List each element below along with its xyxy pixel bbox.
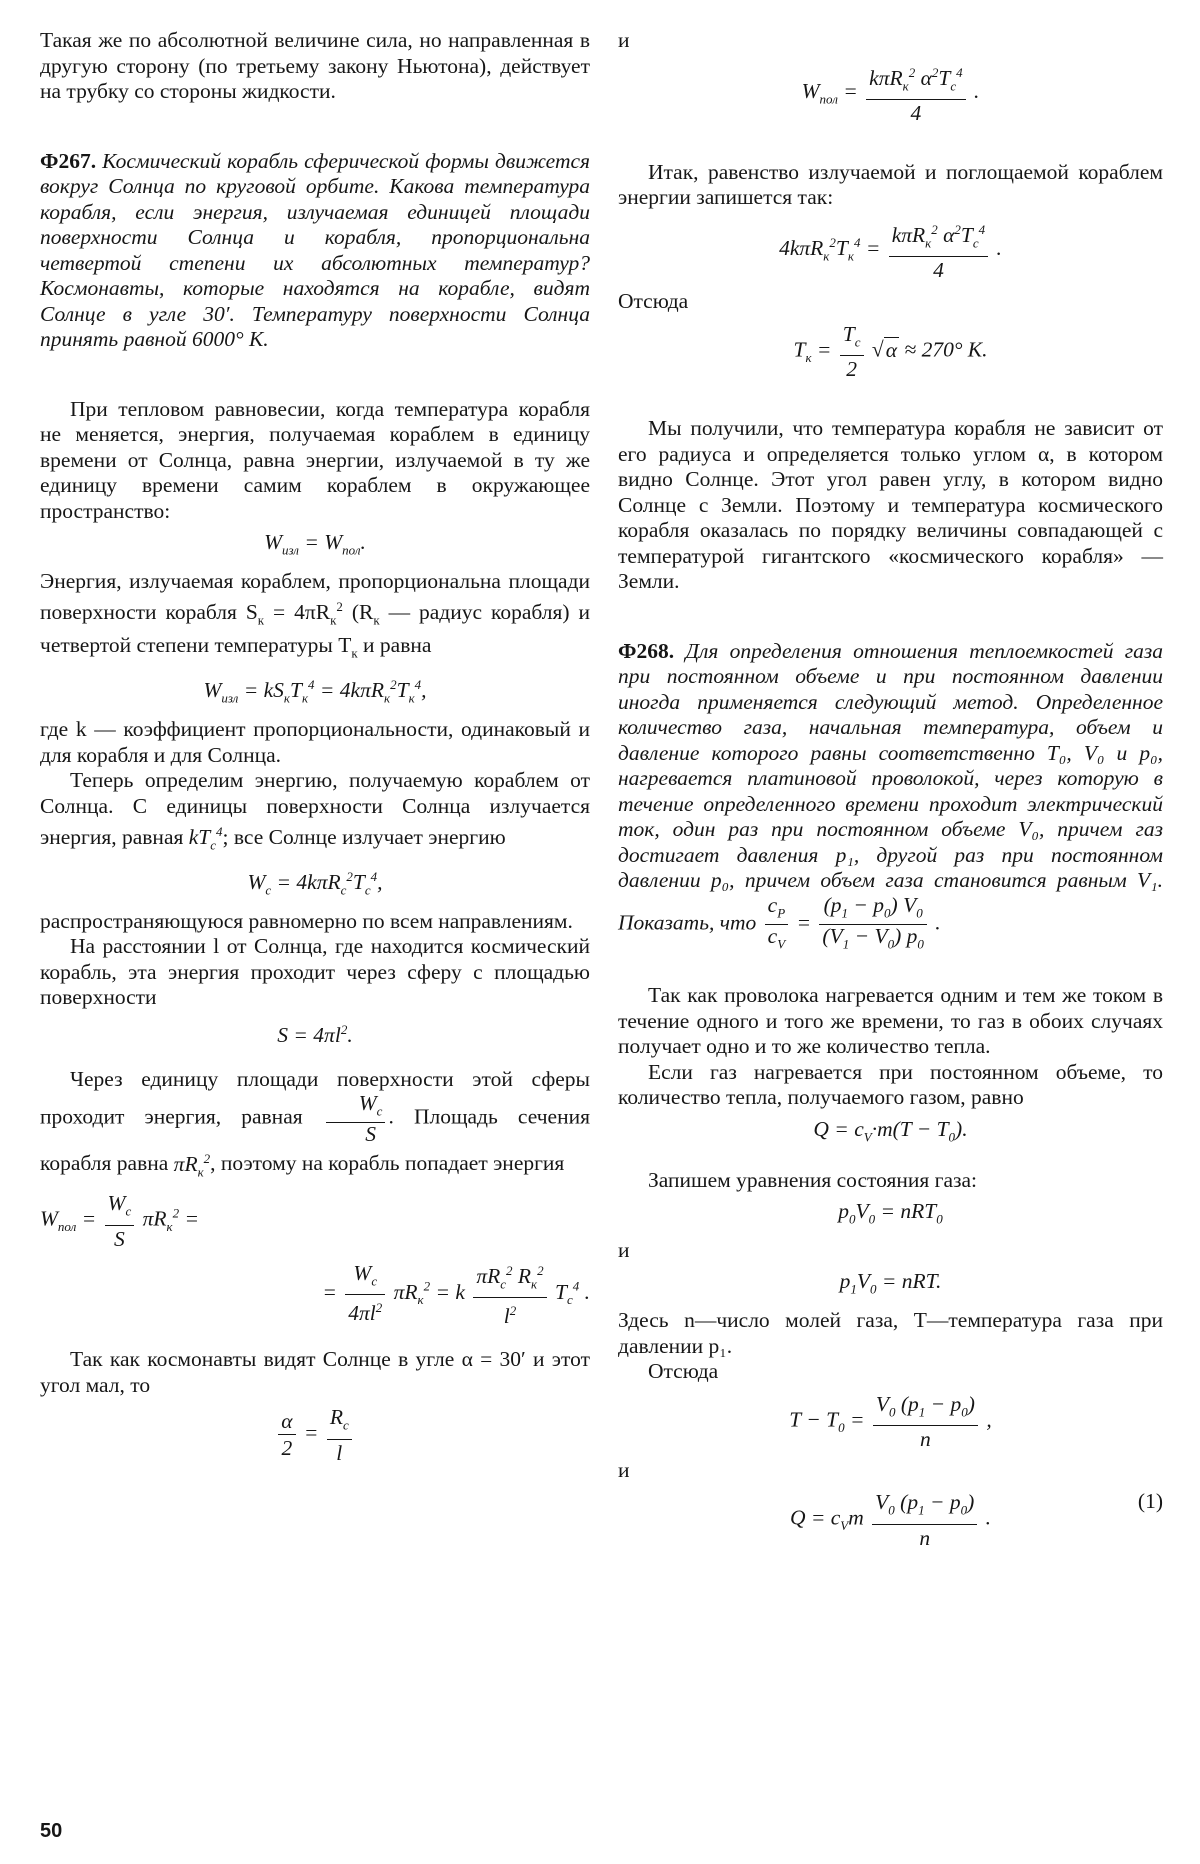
paragraph-uniform: распространяющуюся равномерно по всем направлениям. [40, 908, 573, 933]
equation-number: (1) [1137, 1489, 1163, 1514]
equation-state-2: $p_1V_0$ = nRT. [839, 1269, 942, 1297]
equation-received-2: = $\frac{W_c}{4\pi l^2}$ $\pi R_к^2 = k$ $\frac{\pi R_c^2 R_к^2}{l^2}$ $T_c^4$ . [40, 1258, 590, 1330]
paragraph-emitted: Энергия, излучаемая кораблем, пропорциональна площади поверхности корабля $S_к = 4\pi R_к^2$ ($R_к$ — радиус корабля) и четвертой степени температуры $T_к$ и равна [40, 568, 590, 661]
and-word-1: и [618, 28, 630, 52]
equation-received-1: $W_{пол}$ = $\frac{W_c}{S}$ $\pi R_к^2$ = [40, 1191, 200, 1251]
equation-heat-result: $Q = c_Vm$ $\frac{V_0 (p_1 - p_0)}{n}$ . (1) [789, 1489, 1163, 1550]
paragraph-sun-energy: Теперь определим энергию, получаемую кораблем от Солнца. С единицы поверхности Солнца излучается энергия, равная $kT_c^4$; все Солнце излучает энергию [40, 768, 590, 853]
right-column [618, 28, 1163, 1557]
paragraph-distance: На расстоянии l от Солнца, где находится космический корабль, эта энергия проходит через сферу с площадью поверхности [40, 934, 590, 1010]
problem-f268: Ф268. Для определения отношения теплоемкостей газа при постоянном объеме и при постоянном давлении иногда применяется следующий метод. Определенное количество газа, начальная температура, объем и давление которого равны соответственно T₀, V₀ и p₀, нагревается платиновой проволокой, через которую в течение определенного времени проходит электрический ток, один раз при постоянном объеме V₀, причем газ достигает давления p₁, другой раз при постоянном давлении p₀, причем объем газа становится равным V₁. Показать, что $\frac{c_P}{c_V}$ = $\frac{(p_1 - p_0) V_0}{(V_1 - V_0) p_0}$ . [618, 638, 1163, 952]
equation-temperature-diff: $T - T_0$ = $\frac{V_0 (p_1 - p_0)}{n}$ , [789, 1391, 992, 1451]
equation-heat-v: $Q = c_V\cdot m(T - T_0)$. [813, 1116, 968, 1145]
page-number: 50 [40, 1820, 63, 1842]
otsyuda-2: Отсюда [648, 1359, 719, 1384]
equation-sphere-area: $S = 4\pi l^2$. [277, 1021, 353, 1048]
paragraph-equality: Итак, равенство излучаемой и поглощаемой кораблем энергии запишется так: [618, 159, 1163, 210]
left-column [40, 28, 590, 1472]
problem-f267-label: Ф267. [40, 148, 97, 173]
problem-f268-label: Ф268. [618, 638, 675, 663]
equation-emitted: $W_{изл} = kS_кT_к^4 = 4k\pi R_к^2T_к^4$, [203, 677, 427, 706]
paragraph-moles: Здесь n—число молей газа, T—температура газа при давлении p₁. [618, 1308, 1163, 1358]
paragraph-flux: Через единицу площади поверхности этой сферы проходит энергия, равная $\frac{W_c}{S}$ . Площадь сечения корабля равна $\pi R_к^2$, поэтому на корабль попадает энергия [40, 1066, 590, 1179]
paragraph-state-equations: Запишем уравнения состояния газа: [648, 1167, 977, 1192]
problem-f268-text: Для определения отношения теплоемкостей газа при постоянном объеме и при постоянном давлении иногда применяется следующий метод. Определенное количество газа, начальная температура, объем и давление которого равны соответственно T₀, V₀ и p₀, нагревается платиновой проволокой, через которую в течение определенного времени проходит электрический ток, один раз при постоянном объеме V₀, причем газ достигает давления p₁, другой раз при постоянном давлении p₀, причем объем газа становится равным V₁. Показать, что [618, 638, 1163, 935]
equation-result-temperature: $T_к$ = $\frac{T_c}{2}$ √α ≈ 270° K. [793, 321, 988, 382]
and-word-3: и [618, 1457, 630, 1482]
equation-angle: $\frac{\alpha}{2}$ = $\frac{R_c}{l}$ [40, 1404, 590, 1465]
paragraph-coefficient: где k — коэффициент пропорциональности, одинаковый и для корабля и для Солнца. [40, 717, 590, 767]
otsyuda-1: Отсюда [618, 289, 689, 314]
intro-paragraph: Такая же по абсолютной величине сила, но направленная в другую сторону (по третьему закону Ньютона), действует на трубку со стороны жидкости. [40, 28, 590, 103]
equation-sun-total: $W_c = 4k\pi R_c^2T_c^4$, [247, 868, 383, 898]
and-word-2: и [618, 1237, 630, 1262]
paragraph-same-heat: Так как проволока нагревается одним и тем же током в течение одного и того же времени, то газ в обоих случаях получает одно и то же количество тепла. [618, 983, 1163, 1059]
equation-absorbed: $W_{пол}$ = $\frac{k\pi R_к^2 \alpha^2T_c^4}{4}$ . [618, 60, 1163, 126]
problem-f267-text: Космический корабль сферической формы движется вокруг Солнца по круговой орбите. Какова температура корабля, если энергия, излучаемая единицей площади поверхности Солнца и корабля, пропорциональна четвертой степени их абсолютных температур? Космонавты, которые находятся на корабле, видят Солнце в угле 30′. Температуру поверхности Солнца принять равной 6000° K. [40, 148, 591, 351]
problem-f267 [40, 149, 590, 353]
paragraph-angle: Так как космонавты видят Солнце в угле α = 30′ и этот угол мал, то [40, 1347, 590, 1397]
equation-balance: $W_{изл} = W_{пол}$. [264, 530, 366, 558]
equation-state-1: $p_0V_0 = nRT_0$ [838, 1199, 943, 1227]
equation-equality: $4k\pi R_к^2T_к^4$ = $\frac{k\pi R_к^2 \alpha^2T_c^4}{4}$ . [618, 217, 1163, 283]
paragraph-equilibrium: При тепловом равновесии, когда температура корабля не меняется, энергия, получаемая кораблем в единицу времени от Солнца, равна энергии, излучаемой в ту же единицу времени самим кораблем в окружающее пространство: [40, 396, 590, 523]
paragraph-conclusion: Мы получили, что температура корабля не зависит от его радиуса и определяется только углом α, в котором видно Солнце. Этот угол равен углу, в котором видно Солнце с Земли. Поэтому и температура космического корабля оказалась по порядку величины совпадающей с температурой гигантского «космического корабля» — Земли. [618, 416, 1163, 594]
paragraph-const-volume: Если газ нагревается при постоянном объеме, то количество тепла, получаемого газом, равно [618, 1059, 1163, 1110]
